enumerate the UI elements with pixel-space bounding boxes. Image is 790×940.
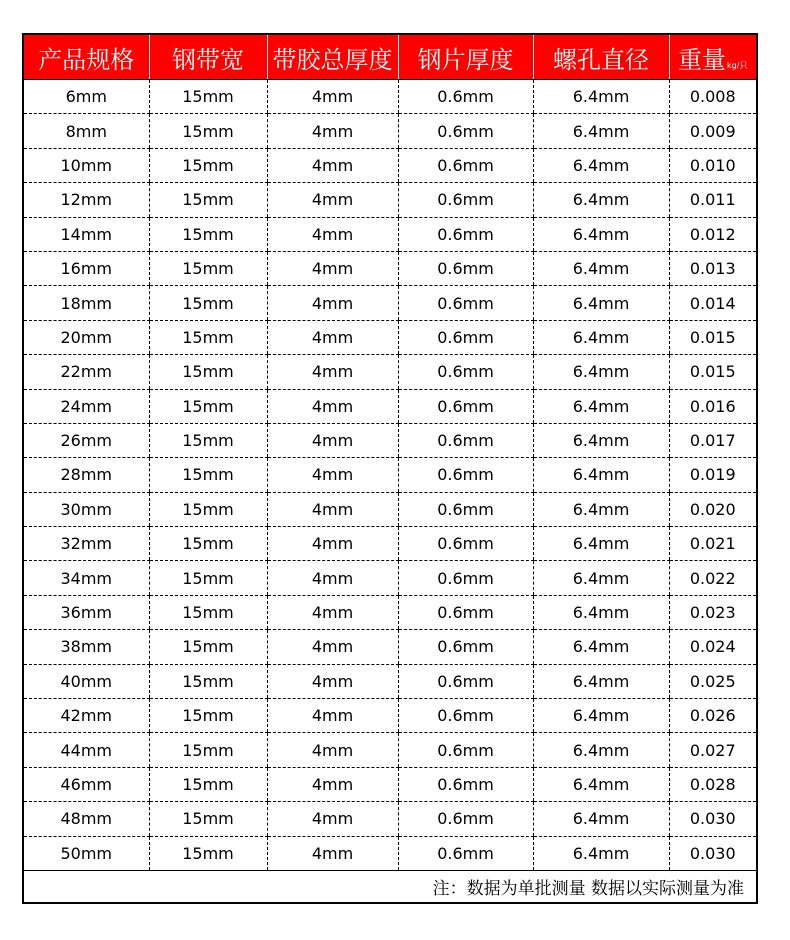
cell-steel-thickness: 0.6mm [398,183,533,217]
cell-band-width: 15mm [149,802,267,836]
cell-weight: 0.015 [669,355,757,389]
cell-band-width: 15mm [149,114,267,148]
cell-weight: 0.009 [669,114,757,148]
table-row [23,286,757,320]
cell-spec: 32mm [23,527,149,561]
table-row [23,836,757,870]
cell-weight: 0.026 [669,699,757,733]
cell-band-width: 15mm [149,286,267,320]
cell-band-width: 15mm [149,664,267,698]
cell-steel-thickness: 0.6mm [398,595,533,629]
cell-total-thickness: 4mm [267,767,398,801]
cell-band-width: 15mm [149,320,267,354]
cell-steel-thickness: 0.6mm [398,114,533,148]
cell-total-thickness: 4mm [267,458,398,492]
table-row [23,492,757,526]
cell-band-width: 15mm [149,492,267,526]
table-row [23,217,757,251]
cell-hole-diameter: 6.4mm [533,148,669,182]
cell-steel-thickness: 0.6mm [398,251,533,285]
cell-hole-diameter: 6.4mm [533,423,669,457]
cell-hole-diameter: 6.4mm [533,664,669,698]
cell-hole-diameter: 6.4mm [533,527,669,561]
table-row [23,148,757,182]
table-row [23,630,757,664]
cell-spec: 14mm [23,217,149,251]
cell-band-width: 15mm [149,355,267,389]
table-row [23,389,757,423]
cell-spec: 38mm [23,630,149,664]
cell-hole-diameter: 6.4mm [533,389,669,423]
cell-band-width: 15mm [149,595,267,629]
cell-steel-thickness: 0.6mm [398,733,533,767]
cell-band-width: 15mm [149,183,267,217]
cell-total-thickness: 4mm [267,802,398,836]
cell-total-thickness: 4mm [267,595,398,629]
cell-total-thickness: 4mm [267,80,398,114]
table-row [23,664,757,698]
cell-weight: 0.028 [669,767,757,801]
cell-total-thickness: 4mm [267,217,398,251]
table-row [23,423,757,457]
cell-band-width: 15mm [149,423,267,457]
cell-steel-thickness: 0.6mm [398,836,533,870]
cell-steel-thickness: 0.6mm [398,767,533,801]
cell-steel-thickness: 0.6mm [398,527,533,561]
cell-band-width: 15mm [149,836,267,870]
cell-spec: 34mm [23,561,149,595]
header-band-width: 钢带宽 [149,34,267,80]
cell-total-thickness: 4mm [267,423,398,457]
cell-spec: 22mm [23,355,149,389]
cell-hole-diameter: 6.4mm [533,802,669,836]
cell-weight: 0.024 [669,630,757,664]
cell-hole-diameter: 6.4mm [533,286,669,320]
cell-total-thickness: 4mm [267,114,398,148]
cell-weight: 0.012 [669,217,757,251]
cell-steel-thickness: 0.6mm [398,217,533,251]
cell-steel-thickness: 0.6mm [398,699,533,733]
cell-spec: 42mm [23,699,149,733]
table-row [23,527,757,561]
cell-weight: 0.016 [669,389,757,423]
cell-band-width: 15mm [149,733,267,767]
cell-total-thickness: 4mm [267,148,398,182]
cell-spec: 44mm [23,733,149,767]
table-body [23,80,757,871]
spec-table [22,33,758,904]
table-row [23,458,757,492]
cell-total-thickness: 4mm [267,699,398,733]
cell-weight: 0.023 [669,595,757,629]
cell-spec: 28mm [23,458,149,492]
cell-weight: 0.027 [669,733,757,767]
header-weight-label: 重量 [678,45,727,74]
table-row [23,114,757,148]
cell-spec: 50mm [23,836,149,870]
cell-hole-diameter: 6.4mm [533,836,669,870]
cell-band-width: 15mm [149,767,267,801]
cell-hole-diameter: 6.4mm [533,561,669,595]
cell-weight: 0.030 [669,802,757,836]
cell-steel-thickness: 0.6mm [398,389,533,423]
cell-total-thickness: 4mm [267,561,398,595]
cell-steel-thickness: 0.6mm [398,492,533,526]
cell-steel-thickness: 0.6mm [398,664,533,698]
cell-hole-diameter: 6.4mm [533,217,669,251]
cell-band-width: 15mm [149,527,267,561]
cell-weight: 0.011 [669,183,757,217]
cell-spec: 30mm [23,492,149,526]
table-row [23,595,757,629]
header-total-thickness: 带胶总厚度 [267,34,398,80]
cell-weight: 0.021 [669,527,757,561]
cell-band-width: 15mm [149,389,267,423]
cell-total-thickness: 4mm [267,355,398,389]
cell-steel-thickness: 0.6mm [398,148,533,182]
cell-spec: 18mm [23,286,149,320]
cell-spec: 10mm [23,148,149,182]
cell-steel-thickness: 0.6mm [398,286,533,320]
header-weight [669,34,757,80]
cell-total-thickness: 4mm [267,836,398,870]
cell-steel-thickness: 0.6mm [398,320,533,354]
cell-band-width: 15mm [149,630,267,664]
cell-weight: 0.017 [669,423,757,457]
cell-weight: 0.015 [669,320,757,354]
cell-spec: 40mm [23,664,149,698]
cell-total-thickness: 4mm [267,630,398,664]
cell-spec: 36mm [23,595,149,629]
cell-total-thickness: 4mm [267,286,398,320]
cell-spec: 20mm [23,320,149,354]
cell-hole-diameter: 6.4mm [533,767,669,801]
header-steel-thickness: 钢片厚度 [398,34,533,80]
cell-hole-diameter: 6.4mm [533,80,669,114]
table-row [23,80,757,114]
cell-spec: 26mm [23,423,149,457]
cell-weight: 0.030 [669,836,757,870]
cell-hole-diameter: 6.4mm [533,492,669,526]
cell-steel-thickness: 0.6mm [398,802,533,836]
cell-hole-diameter: 6.4mm [533,595,669,629]
table-row [23,733,757,767]
cell-hole-diameter: 6.4mm [533,355,669,389]
note-row [23,870,757,903]
cell-weight: 0.010 [669,148,757,182]
header-row [23,34,757,80]
cell-hole-diameter: 6.4mm [533,320,669,354]
cell-hole-diameter: 6.4mm [533,733,669,767]
cell-hole-diameter: 6.4mm [533,699,669,733]
cell-weight: 0.014 [669,286,757,320]
footnote: 注：数据为单批测量 数据以实际测量为准 [23,870,757,903]
cell-total-thickness: 4mm [267,492,398,526]
cell-hole-diameter: 6.4mm [533,458,669,492]
cell-hole-diameter: 6.4mm [533,251,669,285]
table-row [23,355,757,389]
cell-band-width: 15mm [149,148,267,182]
cell-total-thickness: 4mm [267,527,398,561]
header-hole-diameter: 螺孔直径 [533,34,669,80]
cell-steel-thickness: 0.6mm [398,561,533,595]
cell-spec: 8mm [23,114,149,148]
cell-spec: 24mm [23,389,149,423]
cell-spec: 48mm [23,802,149,836]
table-row [23,767,757,801]
cell-spec: 6mm [23,80,149,114]
cell-weight: 0.013 [669,251,757,285]
cell-weight: 0.020 [669,492,757,526]
table-row [23,320,757,354]
cell-weight: 0.025 [669,664,757,698]
cell-weight: 0.019 [669,458,757,492]
header-spec: 产品规格 [23,34,149,80]
cell-spec: 46mm [23,767,149,801]
cell-total-thickness: 4mm [267,389,398,423]
cell-band-width: 15mm [149,561,267,595]
cell-spec: 16mm [23,251,149,285]
cell-weight: 0.022 [669,561,757,595]
cell-steel-thickness: 0.6mm [398,458,533,492]
cell-total-thickness: 4mm [267,183,398,217]
table-row [23,251,757,285]
table-row [23,802,757,836]
table-row [23,183,757,217]
cell-total-thickness: 4mm [267,664,398,698]
table-row [23,699,757,733]
cell-band-width: 15mm [149,217,267,251]
cell-band-width: 15mm [149,458,267,492]
cell-steel-thickness: 0.6mm [398,630,533,664]
cell-band-width: 15mm [149,699,267,733]
table-row [23,561,757,595]
header-weight-unit: kg/只 [727,60,748,70]
cell-hole-diameter: 6.4mm [533,114,669,148]
cell-band-width: 15mm [149,251,267,285]
cell-total-thickness: 4mm [267,320,398,354]
cell-hole-diameter: 6.4mm [533,630,669,664]
cell-steel-thickness: 0.6mm [398,80,533,114]
cell-steel-thickness: 0.6mm [398,355,533,389]
cell-spec: 12mm [23,183,149,217]
cell-hole-diameter: 6.4mm [533,183,669,217]
cell-total-thickness: 4mm [267,733,398,767]
cell-total-thickness: 4mm [267,251,398,285]
cell-weight: 0.008 [669,80,757,114]
cell-band-width: 15mm [149,80,267,114]
cell-steel-thickness: 0.6mm [398,423,533,457]
